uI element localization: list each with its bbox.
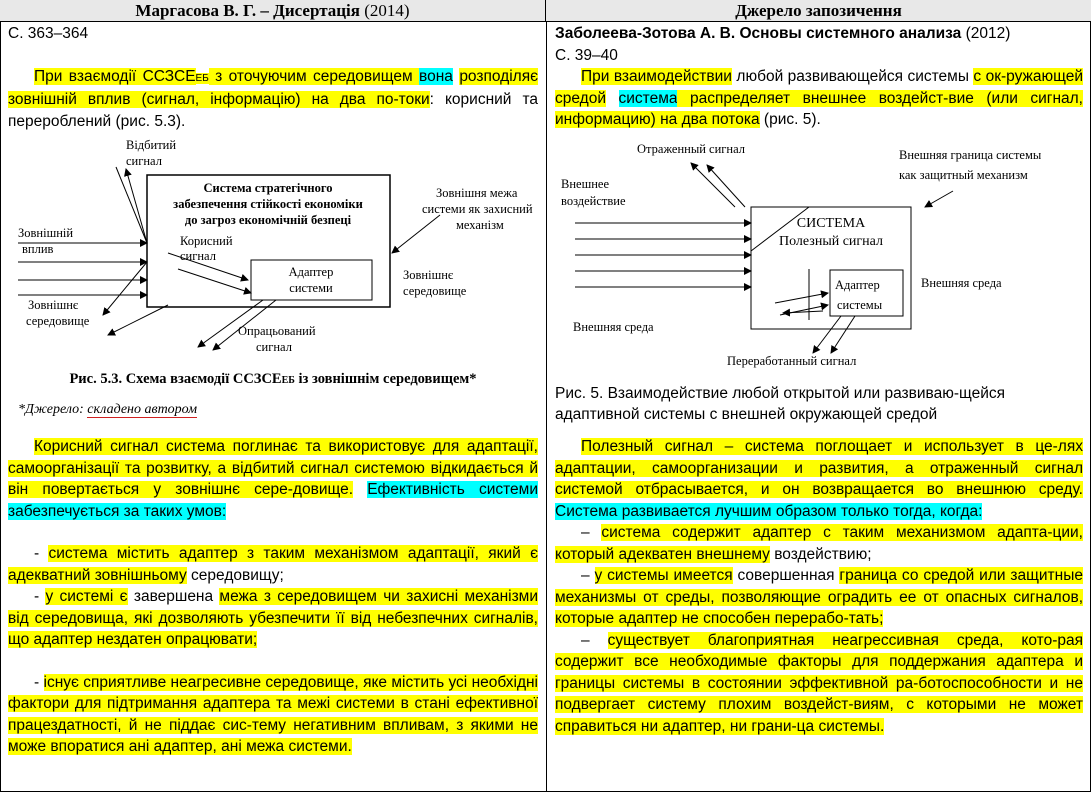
left-boundary-3: механізм <box>456 218 504 232</box>
right-diagram <box>555 135 1083 375</box>
left-adapter-2: системи <box>289 281 333 295</box>
right-p1-d <box>606 90 619 107</box>
right-paragraph-1 <box>555 66 1083 131</box>
right-author: Заболеева-Зотова А. В. Основы системного анализа <box>555 25 962 42</box>
left-p1-c: вона <box>419 67 453 85</box>
right-adapter-1: Адаптер <box>835 278 880 292</box>
right-processed: Переработанный сигнал <box>727 354 857 368</box>
right-p1-e: система <box>618 89 678 107</box>
left-bullet-3 <box>8 672 538 758</box>
right-boundary-1: Внешняя граница системы <box>899 148 1042 162</box>
left-useful-1: Корисний <box>180 234 233 248</box>
left-outer-1: Зовнішній <box>18 226 74 240</box>
left-outer-2: вплив <box>22 242 54 256</box>
left-adapter-1: Адаптер <box>288 265 334 279</box>
left-bullet-1 <box>8 543 538 586</box>
left-source-note <box>18 399 197 421</box>
right-source <box>555 23 1083 45</box>
right-b1-b: система содержит адаптер с таким механизмом адапта-ции, который адекватен внешнему <box>555 524 1083 563</box>
left-source-note-a: *Джерело: <box>18 402 88 417</box>
right-system: СИСТЕМА <box>796 216 866 231</box>
left-box-title-2: забезпечення стійкості економіки <box>173 197 363 211</box>
left-b1-c: середовищу; <box>186 566 284 584</box>
left-p1-sub: ЕБ <box>195 72 209 84</box>
right-bullet-2 <box>555 565 1083 630</box>
left-b2-c: завершена <box>127 588 220 605</box>
left-column <box>8 23 538 755</box>
right-b2-a: – <box>581 567 595 584</box>
left-b2-b: у системі є <box>45 588 128 605</box>
left-boundary-2: системи як захисний <box>422 202 533 216</box>
left-paragraph-1 <box>8 66 538 133</box>
right-p1-c: с ок-ружающей средой <box>555 68 1083 107</box>
column-divider <box>546 0 547 792</box>
right-b2-b: у системы имеется <box>594 567 733 584</box>
right-pages: С. 39–40 <box>555 46 618 64</box>
left-fig-caption-a: Рис. 5.3. Схема взаємодії ССЗСЕ <box>69 371 282 387</box>
right-p2-b: Система развивается лучшим образом только тогда, когда: <box>555 502 983 520</box>
left-useful-2: сигнал <box>180 249 216 263</box>
right-outer-1: Внешнее <box>561 177 609 191</box>
left-processed-2: сигнал <box>256 340 292 354</box>
left-reflected-1: Відбитий <box>126 138 177 152</box>
left-diagram <box>8 135 538 355</box>
left-p1-f: : корисний та перероблений (рис. 5.3). <box>8 91 538 130</box>
right-p1-b: любой развивающейся системы <box>731 68 974 85</box>
right-b1-a: – <box>581 524 602 541</box>
left-bullet-2 <box>8 586 538 651</box>
left-fig-caption-b: із зовнішнім середовищем* <box>294 371 477 387</box>
left-b3-a: - <box>34 673 44 691</box>
left-p2-b: Ефективність системи забезпечується за таких умов: <box>8 481 538 520</box>
right-useful: Полезный сигнал <box>779 234 883 249</box>
right-env-left: Внешняя среда <box>573 320 654 334</box>
right-b3-a: – <box>581 631 608 649</box>
right-env-right: Внешняя среда <box>921 276 1002 290</box>
right-reflected: Отраженный сигнал <box>637 142 746 156</box>
right-bullet-1 <box>555 522 1083 565</box>
right-p1-g: (рис. 5). <box>759 111 821 128</box>
left-p1-b: з оточуючим середовищем <box>208 67 420 85</box>
left-processed-1: Опрацьований <box>238 324 316 338</box>
right-paragraph-2 <box>555 436 1083 522</box>
right-b1-c: воздействию; <box>769 545 872 563</box>
left-p1-e: токи <box>398 91 430 108</box>
right-bullet-3 <box>555 630 1083 738</box>
right-adapter-2: системы <box>837 298 883 312</box>
header-left <box>0 0 546 22</box>
left-p2-a: Корисний сигнал система поглинає та використовує для адаптації, самоорганізації та розвитку, а відбитий сигнал системою відкидається й він повертається у зовнішнє сере-довище. <box>8 438 538 498</box>
right-outer-2: воздействие <box>561 194 626 208</box>
right-b3-b: существует благоприятная неагрессивная среда, кото-рая содержит все необходимые факторы для поддержания адаптера и границы системы в состоянии эффективной ра-ботоспособности и не подвергает систему плохим воздейст-виям, с которыми не может справиться ни адаптер, ни грани-ца системы. <box>555 631 1083 735</box>
right-b2-c: совершенная <box>732 567 840 584</box>
left-b1-a: - <box>34 545 49 562</box>
left-figure-caption <box>8 369 538 392</box>
left-b2-d: межа з середовищем чи захисні механізми від середовища, які дозволяють убезпечити її від небезпечних сигналів, що адаптер нездатен опрацювати; <box>8 588 538 648</box>
left-reflected-2: сигнал <box>126 154 162 168</box>
left-env-1: Зовнішнє <box>403 268 454 282</box>
left-p1-d: розподіляє зовнішній вплив (сигнал, інформацію) на два по- <box>8 67 538 108</box>
left-source-note-b: складено автором <box>87 402 198 417</box>
right-boundary-2: как защитный механизм <box>899 168 1028 182</box>
left-env-2: середовище <box>403 284 467 298</box>
right-figure-caption: Рис. 5. Взаимодействие любой открытой или развиваю-щейся адаптивной системы с внешней окружающей средой <box>555 385 1006 423</box>
left-b2-a: - <box>34 588 46 605</box>
left-paragraph-2 <box>8 436 538 522</box>
right-p1-a: При взаимодействии <box>581 68 732 85</box>
right-p1-f: распределяет внешнее воздейст-вие (или сигнал, информацию) на два потока <box>555 89 1083 128</box>
left-boundary-1: Зовнішня межа <box>436 186 518 200</box>
left-pages: С. 363–364 <box>8 25 89 42</box>
left-b3-b: існує сприятливе неагресивне середовище, яке містить усі необхідні фактори для підтримання адаптера та межі системи в стані ефективної працездатності, й не піддає сис-тему негативним впливам, з якими не може впоратися ані адаптер, ані межа системи. <box>8 673 538 755</box>
left-b1-b: система містить адаптер з таким механізмом адаптації, який є адекватний зовнішньому <box>8 545 538 584</box>
right-column <box>555 23 1083 735</box>
left-box-title-1: Система стратегічного <box>203 181 333 195</box>
left-env2-2: середовище <box>26 314 90 328</box>
left-p1-a: При взаємодії ССЗСЕ <box>34 67 196 85</box>
header-left-year: (2014) <box>364 1 410 20</box>
left-env2-1: Зовнішнє <box>28 298 79 312</box>
left-fig-caption-sub: ЕБ <box>281 375 295 386</box>
right-b2-d: граница со средой или защитные механизмы от среды, позволяющие оградить ее от опасных сигналов, которые адаптер не способен перерабо-тать; <box>555 567 1083 627</box>
header-right-title: Джерело запозичення <box>735 1 902 20</box>
right-year: (2012) <box>961 25 1011 42</box>
header-right <box>546 0 1091 22</box>
left-box-title-3: до загроз економічній безпеці <box>184 213 352 227</box>
right-p2-a: Полезный сигнал – система поглощает и использует в це-лях адаптации, самоорганизации и развития, а отраженный сигнал системой отбрасывается, и он возвращается во внешнюю среду. <box>555 438 1083 498</box>
header-left-author: Маргасова В. Г. – Дисертація <box>135 1 360 20</box>
